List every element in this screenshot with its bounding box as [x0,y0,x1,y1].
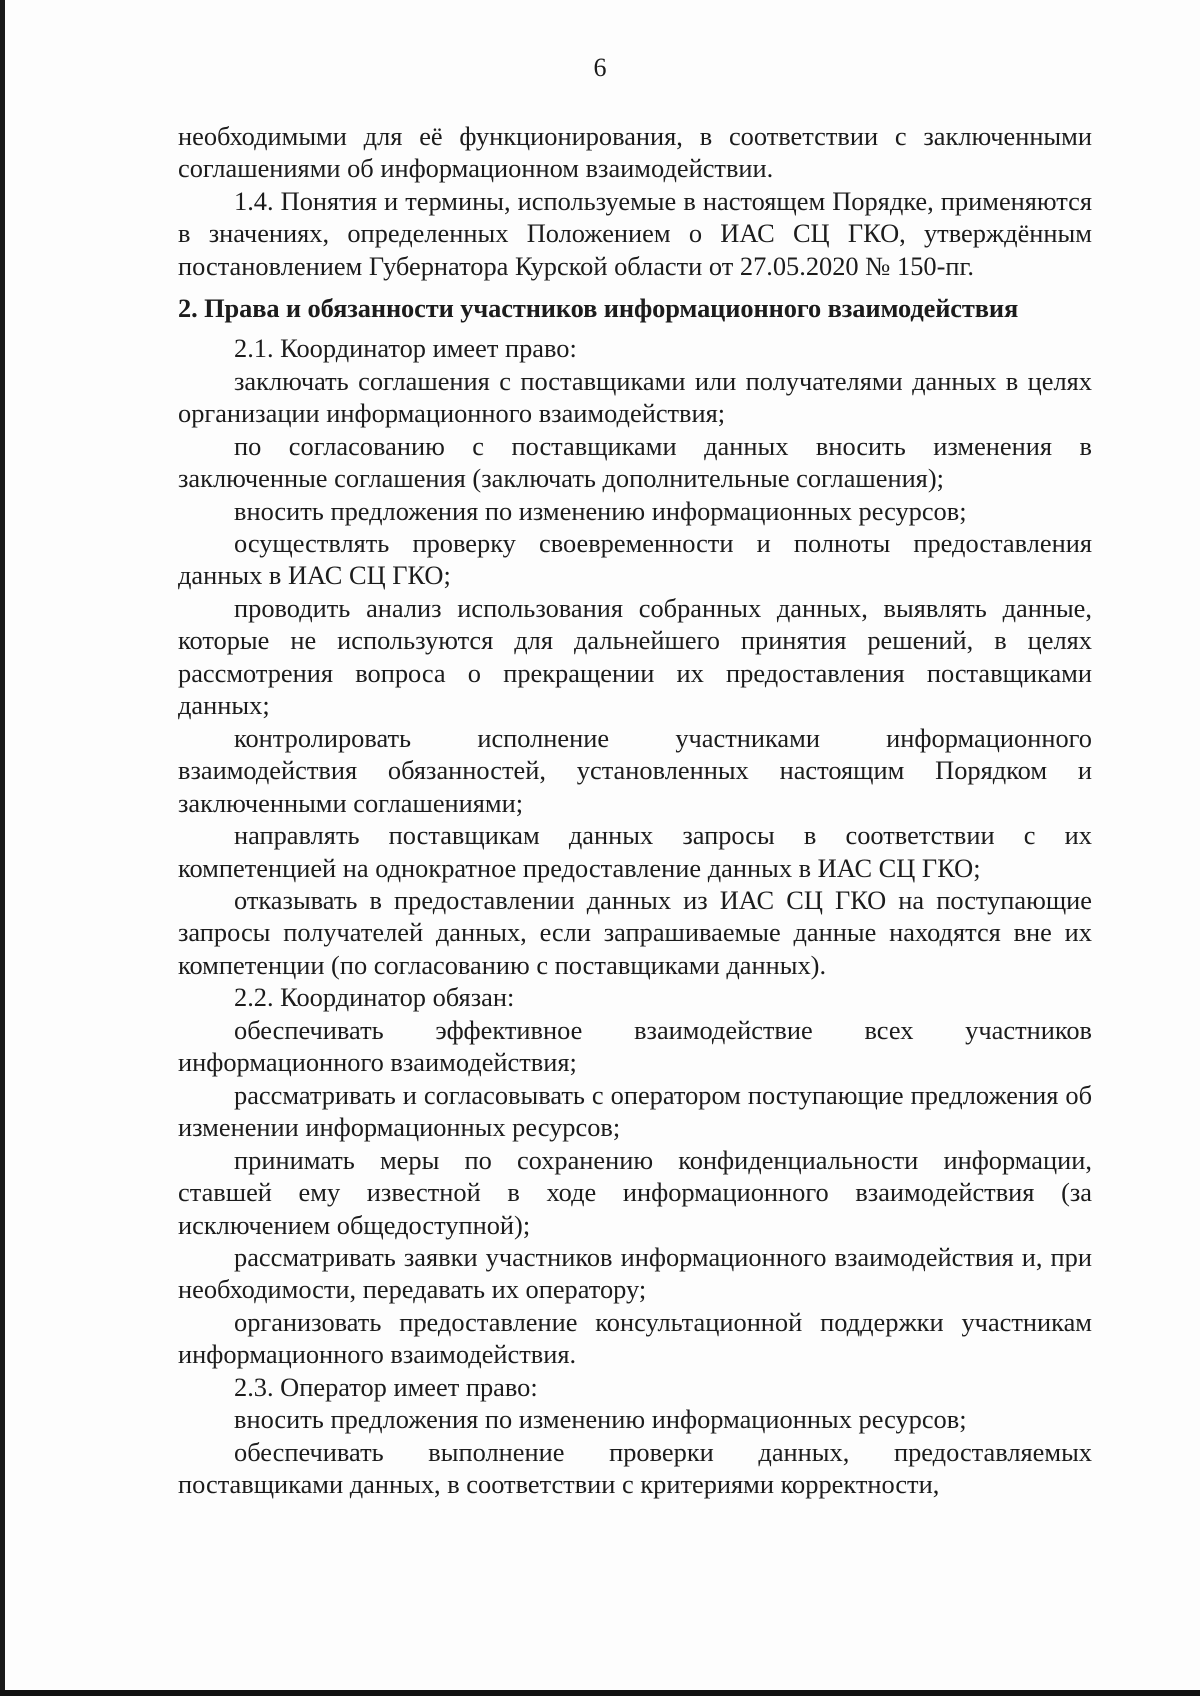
list-item: рассматривать заявки участников информационного взаимодействия и, при необходимости, передавать их оператору; [178,1241,1092,1305]
clause-2-2: 2.2. Координатор обязан: [234,982,515,1013]
list-item: обеспечивать эффективное взаимодействие всех участников информационного взаимодействия; [178,1014,1092,1078]
list-item: принимать меры по сохранению конфиденциальности информации, ставшей ему известной в ходе информационного взаимодействия (за исключением общедоступной); [178,1144,1092,1240]
clause-2-3: 2.3. Оператор имеет право: [234,1371,538,1402]
list-item: вносить предложения по изменению информационных ресурсов; [234,495,967,526]
section-heading: 2. Права и обязанности участников информационного взаимодействия [178,293,1019,324]
intro-paragraph: необходимыми для её функционирования, в соответствии с заключенными соглашениями об информационном взаимодействии. [178,121,1092,184]
list-item: вносить предложения по изменению информационных ресурсов; [234,1404,967,1435]
clause-2-1: 2.1. Координатор имеет право: [234,333,577,364]
document-body [178,120,1092,1501]
list-item: контролировать исполнение участниками информационного взаимодействия обязанностей, установленных настоящим Порядком и заключенными соглашениями; [178,722,1092,818]
list-item: осуществлять проверку своевременности и полноты предоставления данных в ИАС СЦ ГКО; [178,527,1092,591]
list-item: обеспечивать выполнение проверки данных, предоставляемых поставщиками данных, в соответствии с критериями корректности, [178,1436,1092,1500]
list-item: рассматривать и согласовывать с оператором поступающие предложения об изменении информационных ресурсов; [178,1079,1092,1143]
list-item: организовать предоставление консультационной поддержки участникам информационного взаимодействия. [178,1306,1092,1370]
list-item: проводить анализ использования собранных данных, выявлять данные, которые не используются для дальнейшего принятия решений, в целях рассмотрения вопроса о прекращении их предоставления поставщиками данных; [178,592,1092,721]
list-item: отказывать в предоставлении данных из ИАС СЦ ГКО на поступающие запросы получателей данных, если запрашиваемые данные находятся вне их компетенции (по согласованию с поставщиками данных). [178,884,1092,980]
list-item: заключать соглашения с поставщиками или получателями данных в целях организации информационного взаимодействия; [178,365,1092,429]
list-item: направлять поставщикам данных запросы в соответствии с их компетенцией на однократное предоставление данных в ИАС СЦ ГКО; [178,820,1092,883]
page-number: 6 [593,53,607,82]
clause-1-4: 1.4. Понятия и термины, используемые в настоящем Порядке, применяются в значениях, определенных Положением о ИАС СЦ ГКО, утверждённым постановлением Губернатора Курской области от 27.05.2020 № 150-пг. [178,185,1092,281]
scan-bottom-edge [0,1690,1200,1696]
list-item: по согласованию с поставщиками данных вносить изменения в заключенные соглашения (заключать дополнительные соглашения); [178,430,1092,494]
scan-left-edge [0,0,5,1696]
